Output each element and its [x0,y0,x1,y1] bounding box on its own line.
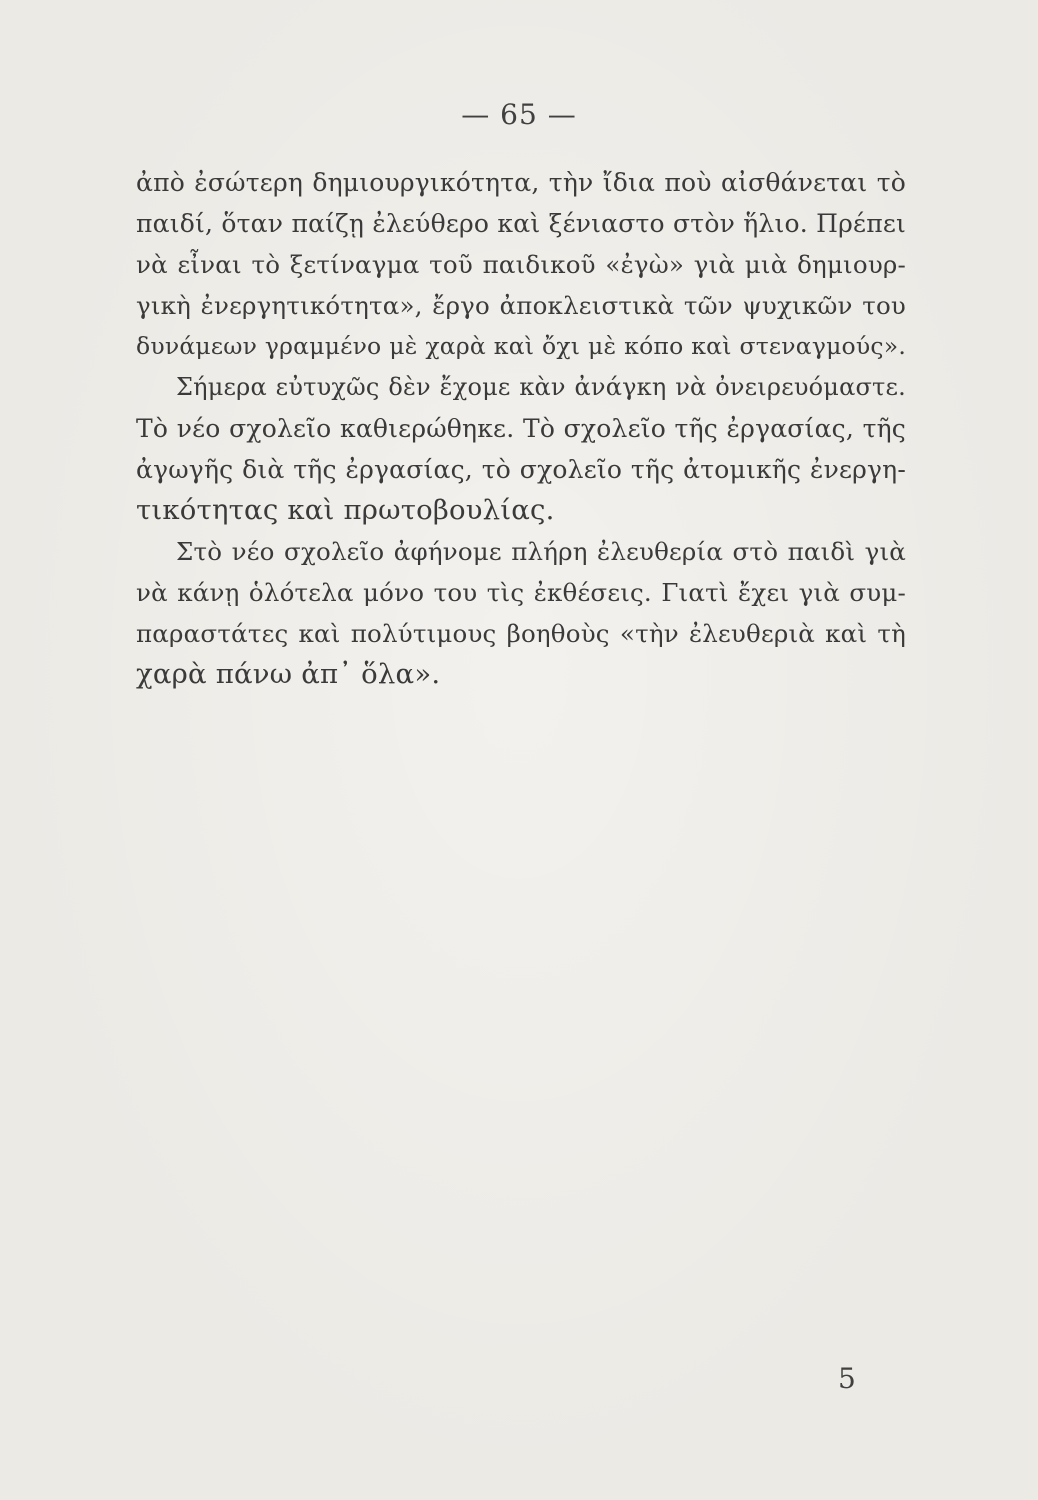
body-text [136,162,906,695]
text-line: γικὴ ἐνεργητικότητα», ἔργο ἀποκλειστικὰ τῶν ψυχικῶν του [136,291,906,320]
text-line: παιδί, ὅταν παίζῃ ἐλεύθερο καὶ ξένιαστο στὸν ἥλιο. Πρέπει [136,209,906,238]
text-line: Στὸ νέο σχολεῖο ἀφήνομε πλήρη ἐλευθερία στὸ παιδὶ γιὰ [176,537,906,566]
text-line: Τὸ νέο σχολεῖο καθιερώθηκε. Τὸ σχολεῖο τῆς ἐργασίας, τῆς [136,414,906,443]
signature-mark: 5 [838,1362,856,1395]
text-line: νὰ κάνῃ ὁλότελα μόνο του τὶς ἐκθέσεις. Γιατὶ ἔχει γιὰ συμ- [136,578,906,607]
text-line: νὰ εἶναι τὸ ξετίναγμα τοῦ παιδικοῦ «ἐγὼ» γιὰ μιὰ δημιουρ- [136,250,906,279]
text-line: δυνάμεων γραμμένο μὲ χαρὰ καὶ ὄχι μὲ κόπο καὶ στεναγμούς». [136,332,906,360]
text-line: τικότητας καὶ πρωτοβουλίας. [136,494,555,526]
page-number: — 65 — [461,98,577,131]
text-line: ἀγωγῆς διὰ τῆς ἐργασίας, τὸ σχολεῖο τῆς ἀτομικῆς ἐνεργη- [136,455,906,484]
text-line: παραστάτες καὶ πολύτιμους βοηθοὺς «τὴν ἐλευθεριὰ καὶ τὴ [136,619,906,648]
text-line: Σήμερα εὐτυχῶς δὲν ἔχομε κὰν ἀνάγκη νὰ ὀνειρευόμαστε. [176,373,906,401]
text-line: χαρὰ πάνω ἀπ᾽ ὅλα». [136,658,441,690]
text-line: ἀπὸ ἐσώτερη δημιουργικότητα, τὴν ἴδια ποὺ αἰσθάνεται τὸ [136,168,906,197]
